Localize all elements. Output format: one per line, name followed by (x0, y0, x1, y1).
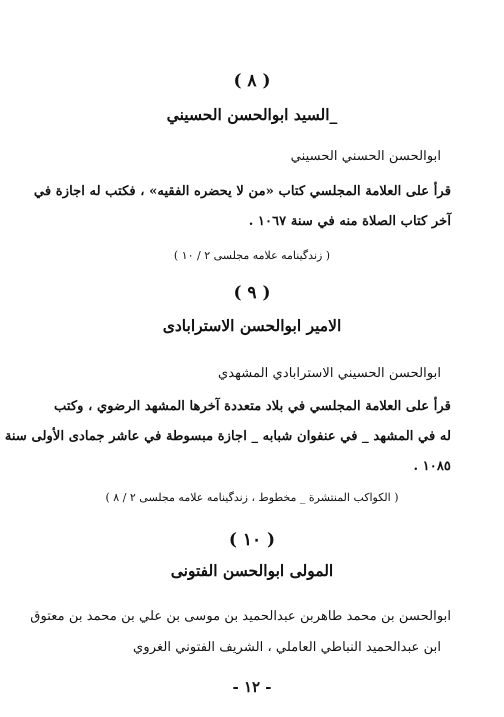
entry-title: الامير ابوالحسن الاسترابادى (162, 316, 342, 335)
entry-body-line: قرأ على العلامة المجلسي كتاب «من لا يحضره الفقيه» ، فكتب له اجازة في (33, 184, 451, 199)
entry-body-line: ابوالحسن بن محمد طاهربن عبدالحميد بن موسى بن علي بن محمد بن معتوق (30, 609, 451, 624)
entry-number: ( ٩ ) (233, 283, 271, 303)
entry-body-line: ١٠٨٥ . (413, 459, 451, 474)
entry-body-line: قرأ على العلامة المجلسي في بلاد متعددة آخرها المشهد الرضوي ، وكتب (53, 399, 451, 414)
entry-subtitle: ابوالحسن الحسني الحسيني (290, 149, 441, 164)
entry-number: ( ١٠ ) (228, 530, 276, 550)
entry-body-line: له في المشهد _ في عنفوان شبابه _ اجازة مبسوطة في عاشر جمادى الأولى سنة (4, 429, 451, 444)
entry-body-line: آخر كتاب الصلاة منه في سنة ١٠٦٧ . (248, 214, 451, 229)
entry-citation: ( الكواكب المنتشرة _ مخطوط ، زندگينامه علامه مجلسى ٢ / ٨ ) (105, 491, 399, 504)
entry-title: _السيد ابوالحسن الحسيني (166, 105, 338, 124)
entry-citation: ( زندگينامه علامه مجلسى ٢ / ١٠ ) (173, 249, 331, 262)
page-number: - ١٢ - (232, 678, 272, 696)
entry-subtitle: ابوالحسن الحسيني الاسترابادي المشهدي (217, 366, 441, 381)
entry-title: المولى ابوالحسن الفتونى (170, 561, 334, 580)
entry-body-line: ابن عبدالحميد النباطي العاملي ، الشريف الفتوني الغروي (133, 640, 441, 655)
entry-number: ( ٨ ) (233, 71, 271, 91)
